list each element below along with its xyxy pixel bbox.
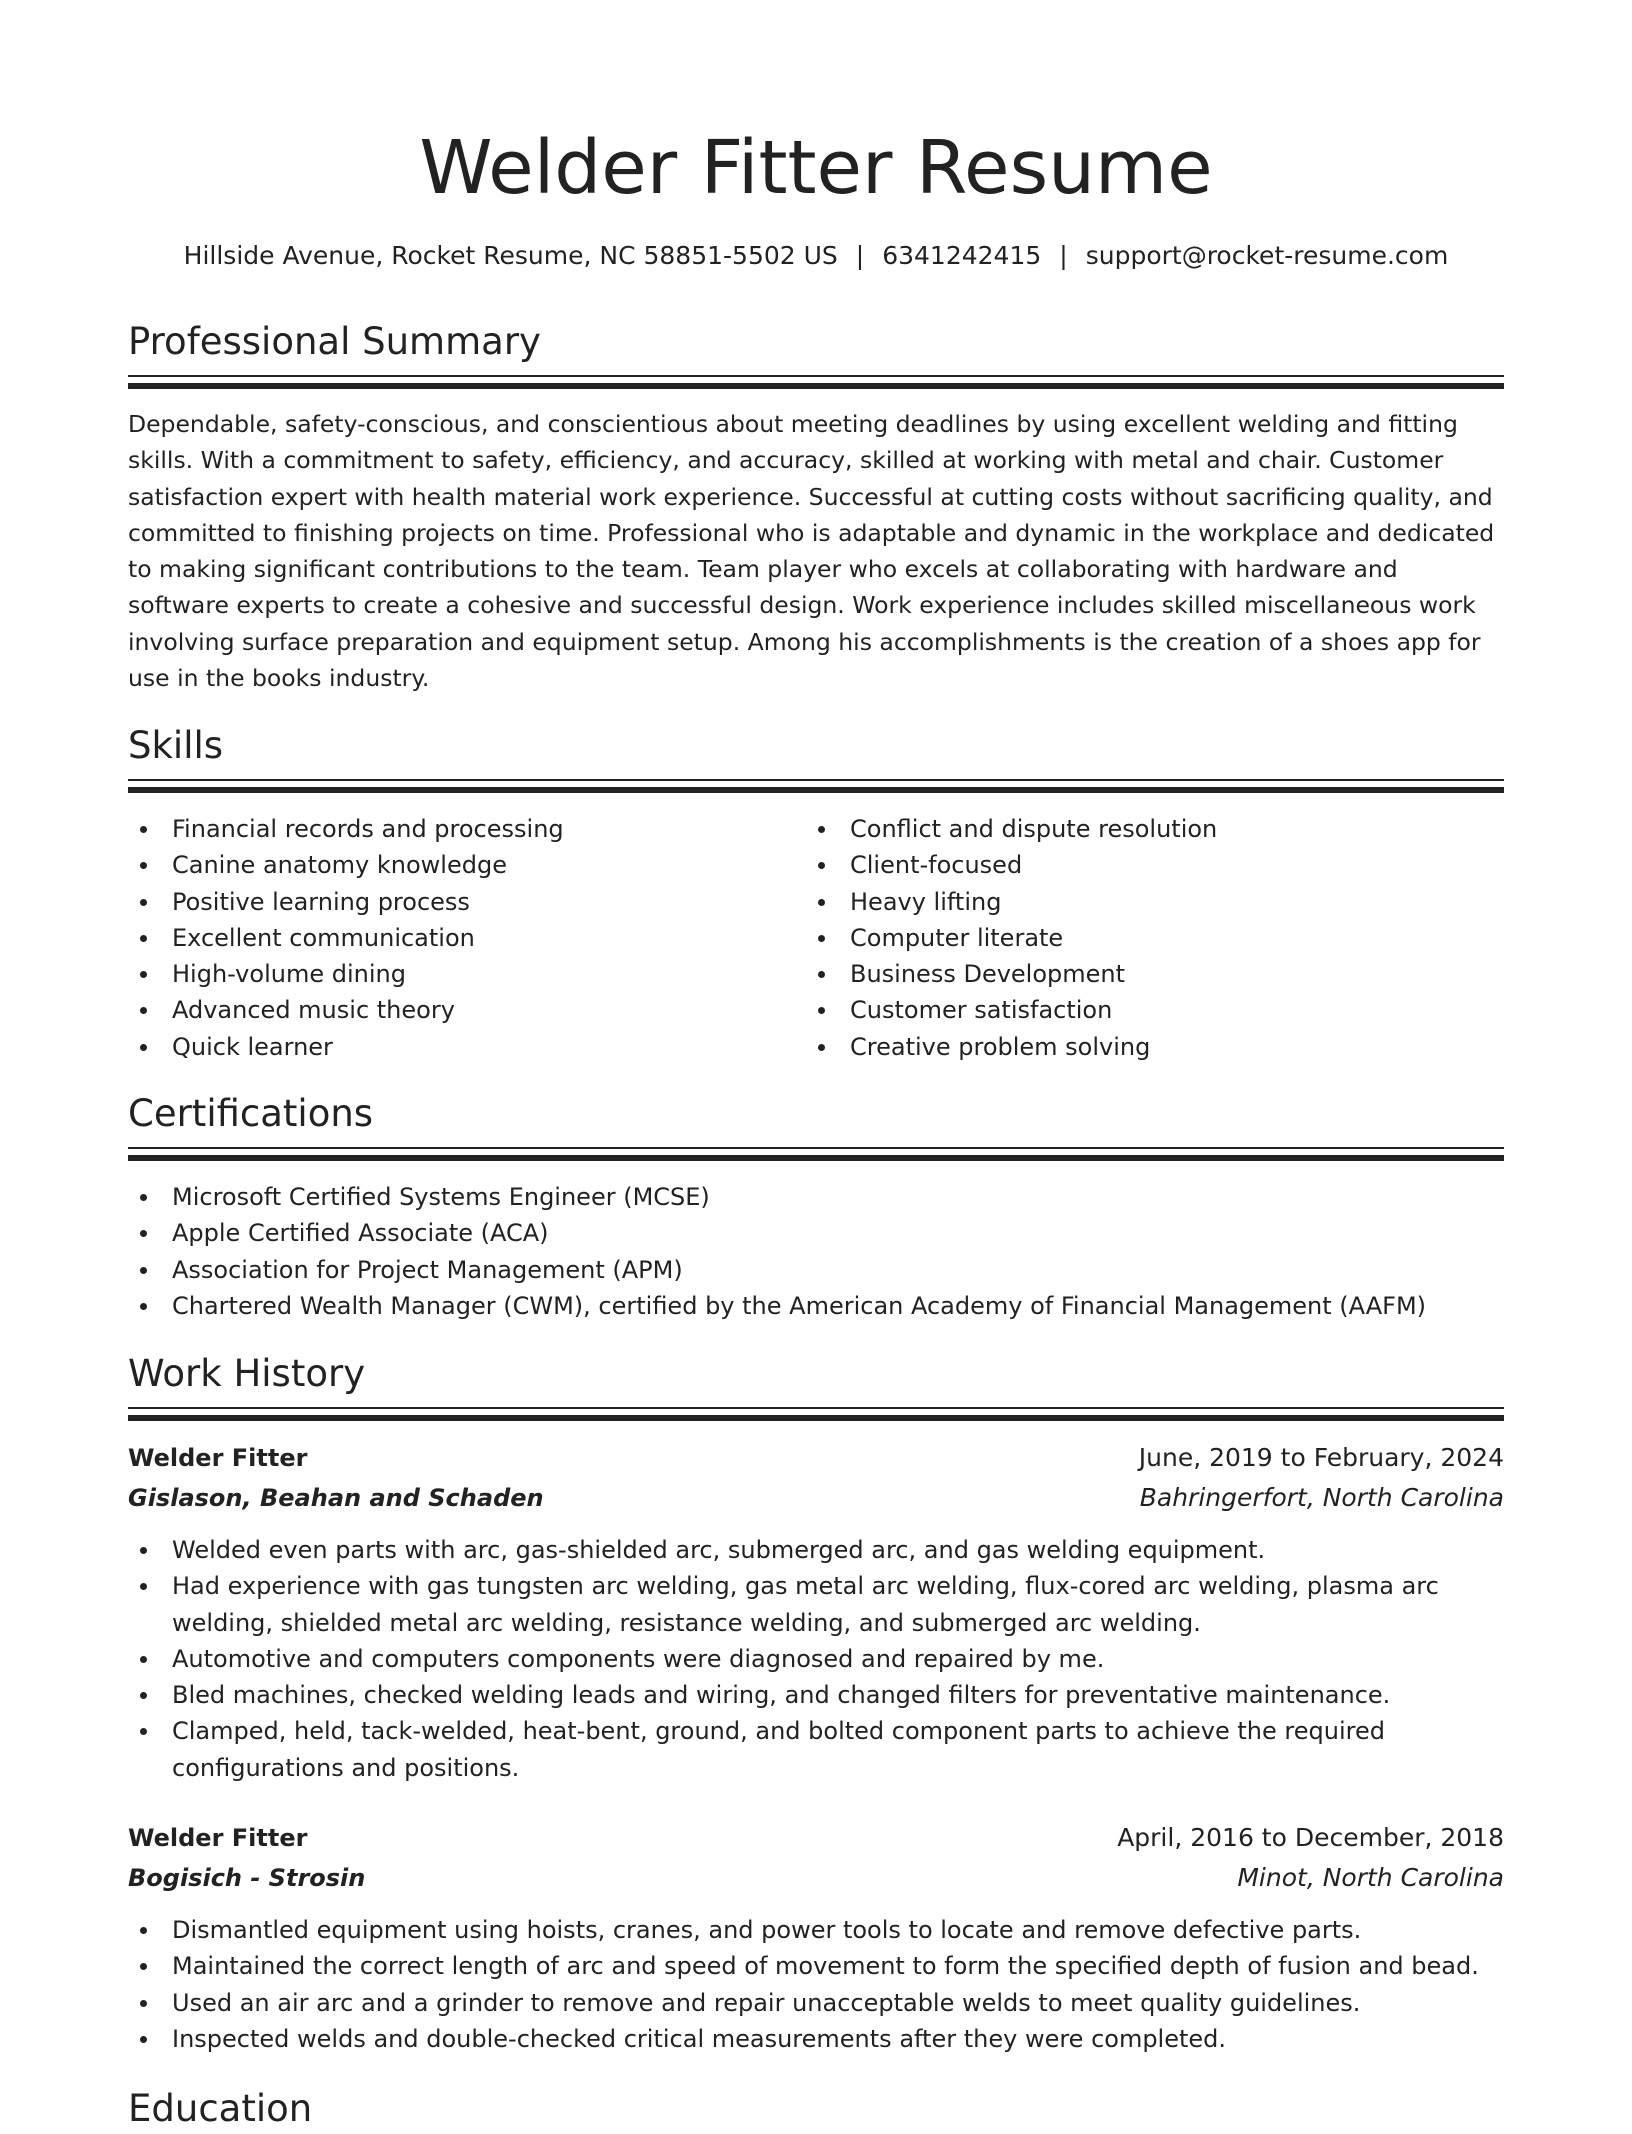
section-certifications — [128, 1089, 1504, 1163]
section-heading: Certifications — [128, 1092, 374, 1135]
job-dates: June, 2019 to February, 2024 — [1138, 1443, 1504, 1472]
list-item: Inspected welds and double-checked critical measurements after they were completed. — [128, 2021, 1504, 2057]
section-divider — [128, 1147, 1504, 1163]
job-title: Welder Fitter — [128, 1824, 308, 1852]
contact-separator: | — [1059, 241, 1068, 270]
list-item: Computer literate — [806, 920, 1217, 956]
contact-address: Hillside Avenue, Rocket Resume, NC 58851-5502 US — [183, 241, 838, 270]
section-heading: Professional Summary — [128, 320, 541, 363]
job-company: Gislason, Beahan and Schaden — [128, 1484, 544, 1512]
section-education — [128, 2084, 1504, 2134]
list-item: Conflict and dispute resolution — [806, 811, 1217, 847]
section-divider — [128, 1407, 1504, 1423]
list-item: Quick learner — [128, 1029, 564, 1065]
section-heading: Skills — [128, 724, 224, 767]
certifications-list — [128, 1179, 1504, 1324]
job-company: Bogisich - Strosin — [128, 1864, 366, 1892]
job-header — [128, 1438, 1504, 1478]
job-location: Bahringerfort, North Carolina — [1139, 1483, 1504, 1512]
list-item: Welded even parts with arc, gas-shielded arc, submerged arc, and gas welding equipment. — [128, 1532, 1504, 1568]
section-heading: Work History — [128, 1352, 366, 1395]
job-bullets — [128, 1912, 1504, 2057]
list-item: Customer satisfaction — [806, 992, 1217, 1028]
job-employer — [128, 1858, 1504, 1898]
list-item: Advanced music theory — [128, 992, 564, 1028]
list-item: Heavy lifting — [806, 884, 1217, 920]
list-item: Excellent communication — [128, 920, 564, 956]
list-item: Financial records and processing — [128, 811, 564, 847]
contact-separator: | — [855, 241, 865, 270]
section-divider — [128, 375, 1504, 391]
list-item: Dismantled equipment using hoists, cranes, and power tools to locate and remove defective parts. — [128, 1912, 1504, 1948]
job-employer — [128, 1478, 1504, 1518]
list-item: Business Development — [806, 956, 1217, 992]
section-heading: Education — [128, 2087, 313, 2130]
contact-email[interactable]: support@rocket-resume.com — [1085, 241, 1449, 270]
list-item: Automotive and computers components were diagnosed and repaired by me. — [128, 1641, 1504, 1677]
skills-list-left — [128, 811, 564, 1065]
list-item: Clamped, held, tack-welded, heat-bent, ground, and bolted component parts to achieve the required configurations and positions. — [128, 1713, 1504, 1786]
summary-text: Dependable, safety-conscious, and conscientious about meeting deadlines by using excellent welding and fitting skills. With a commitment to safety, efficiency, and accuracy, skilled at working with metal and chair. Customer satisfaction expert with health material work experience. Successful at cutting costs without sacrificing quality, and committed to finishing projects on time. Professional who is adaptable and dynamic in the workplace and dedicated to making significant contributions to the team. Team player who excels at collaborating with hardware and software experts to create a cohesive and successful design. Work experience includes skilled miscellaneous work involving surface preparation and equipment setup. Among his accomplishments is the creation of a shoes app for use in the books industry. — [128, 410, 1495, 693]
job-header — [128, 1818, 1504, 1858]
list-item: Maintained the correct length of arc and speed of movement to form the specified depth of fusion and bead. — [128, 1948, 1504, 1984]
contact-line — [128, 236, 1504, 276]
job-title: Welder Fitter — [128, 1444, 308, 1472]
list-item: Bled machines, checked welding leads and wiring, and changed filters for preventative maintenance. — [128, 1677, 1504, 1713]
list-item: Positive learning process — [128, 884, 564, 920]
section-professional-summary — [128, 317, 1504, 391]
list-item: Microsoft Certified Systems Engineer (MCSE) — [128, 1179, 1504, 1215]
contact-phone: 6341242415 — [882, 241, 1042, 270]
list-item: Had experience with gas tungsten arc welding, gas metal arc welding, flux-cored arc welding, plasma arc welding, shielded metal arc welding, resistance welding, and submerged arc welding. — [128, 1568, 1504, 1641]
list-item: High-volume dining — [128, 956, 564, 992]
section-skills — [128, 721, 1504, 795]
section-work-history — [128, 1349, 1504, 1423]
list-item: Chartered Wealth Manager (CWM), certified by the American Academy of Financial Management (AAFM) — [128, 1288, 1504, 1324]
list-item: Client-focused — [806, 847, 1217, 883]
list-item: Creative problem solving — [806, 1029, 1217, 1065]
list-item: Used an air arc and a grinder to remove and repair unacceptable welds to meet quality guidelines. — [128, 1985, 1504, 2021]
resume-title: Welder Fitter Resume — [419, 125, 1213, 211]
job-location: Minot, North Carolina — [1237, 1863, 1504, 1892]
job-bullets — [128, 1532, 1504, 1786]
list-item: Canine anatomy knowledge — [128, 847, 564, 883]
list-item: Apple Certified Associate (ACA) — [128, 1215, 1504, 1251]
skills-list-right — [806, 811, 1217, 1065]
section-divider — [128, 779, 1504, 795]
job-dates: April, 2016 to December, 2018 — [1117, 1823, 1504, 1852]
list-item: Association for Project Management (APM) — [128, 1252, 1504, 1288]
